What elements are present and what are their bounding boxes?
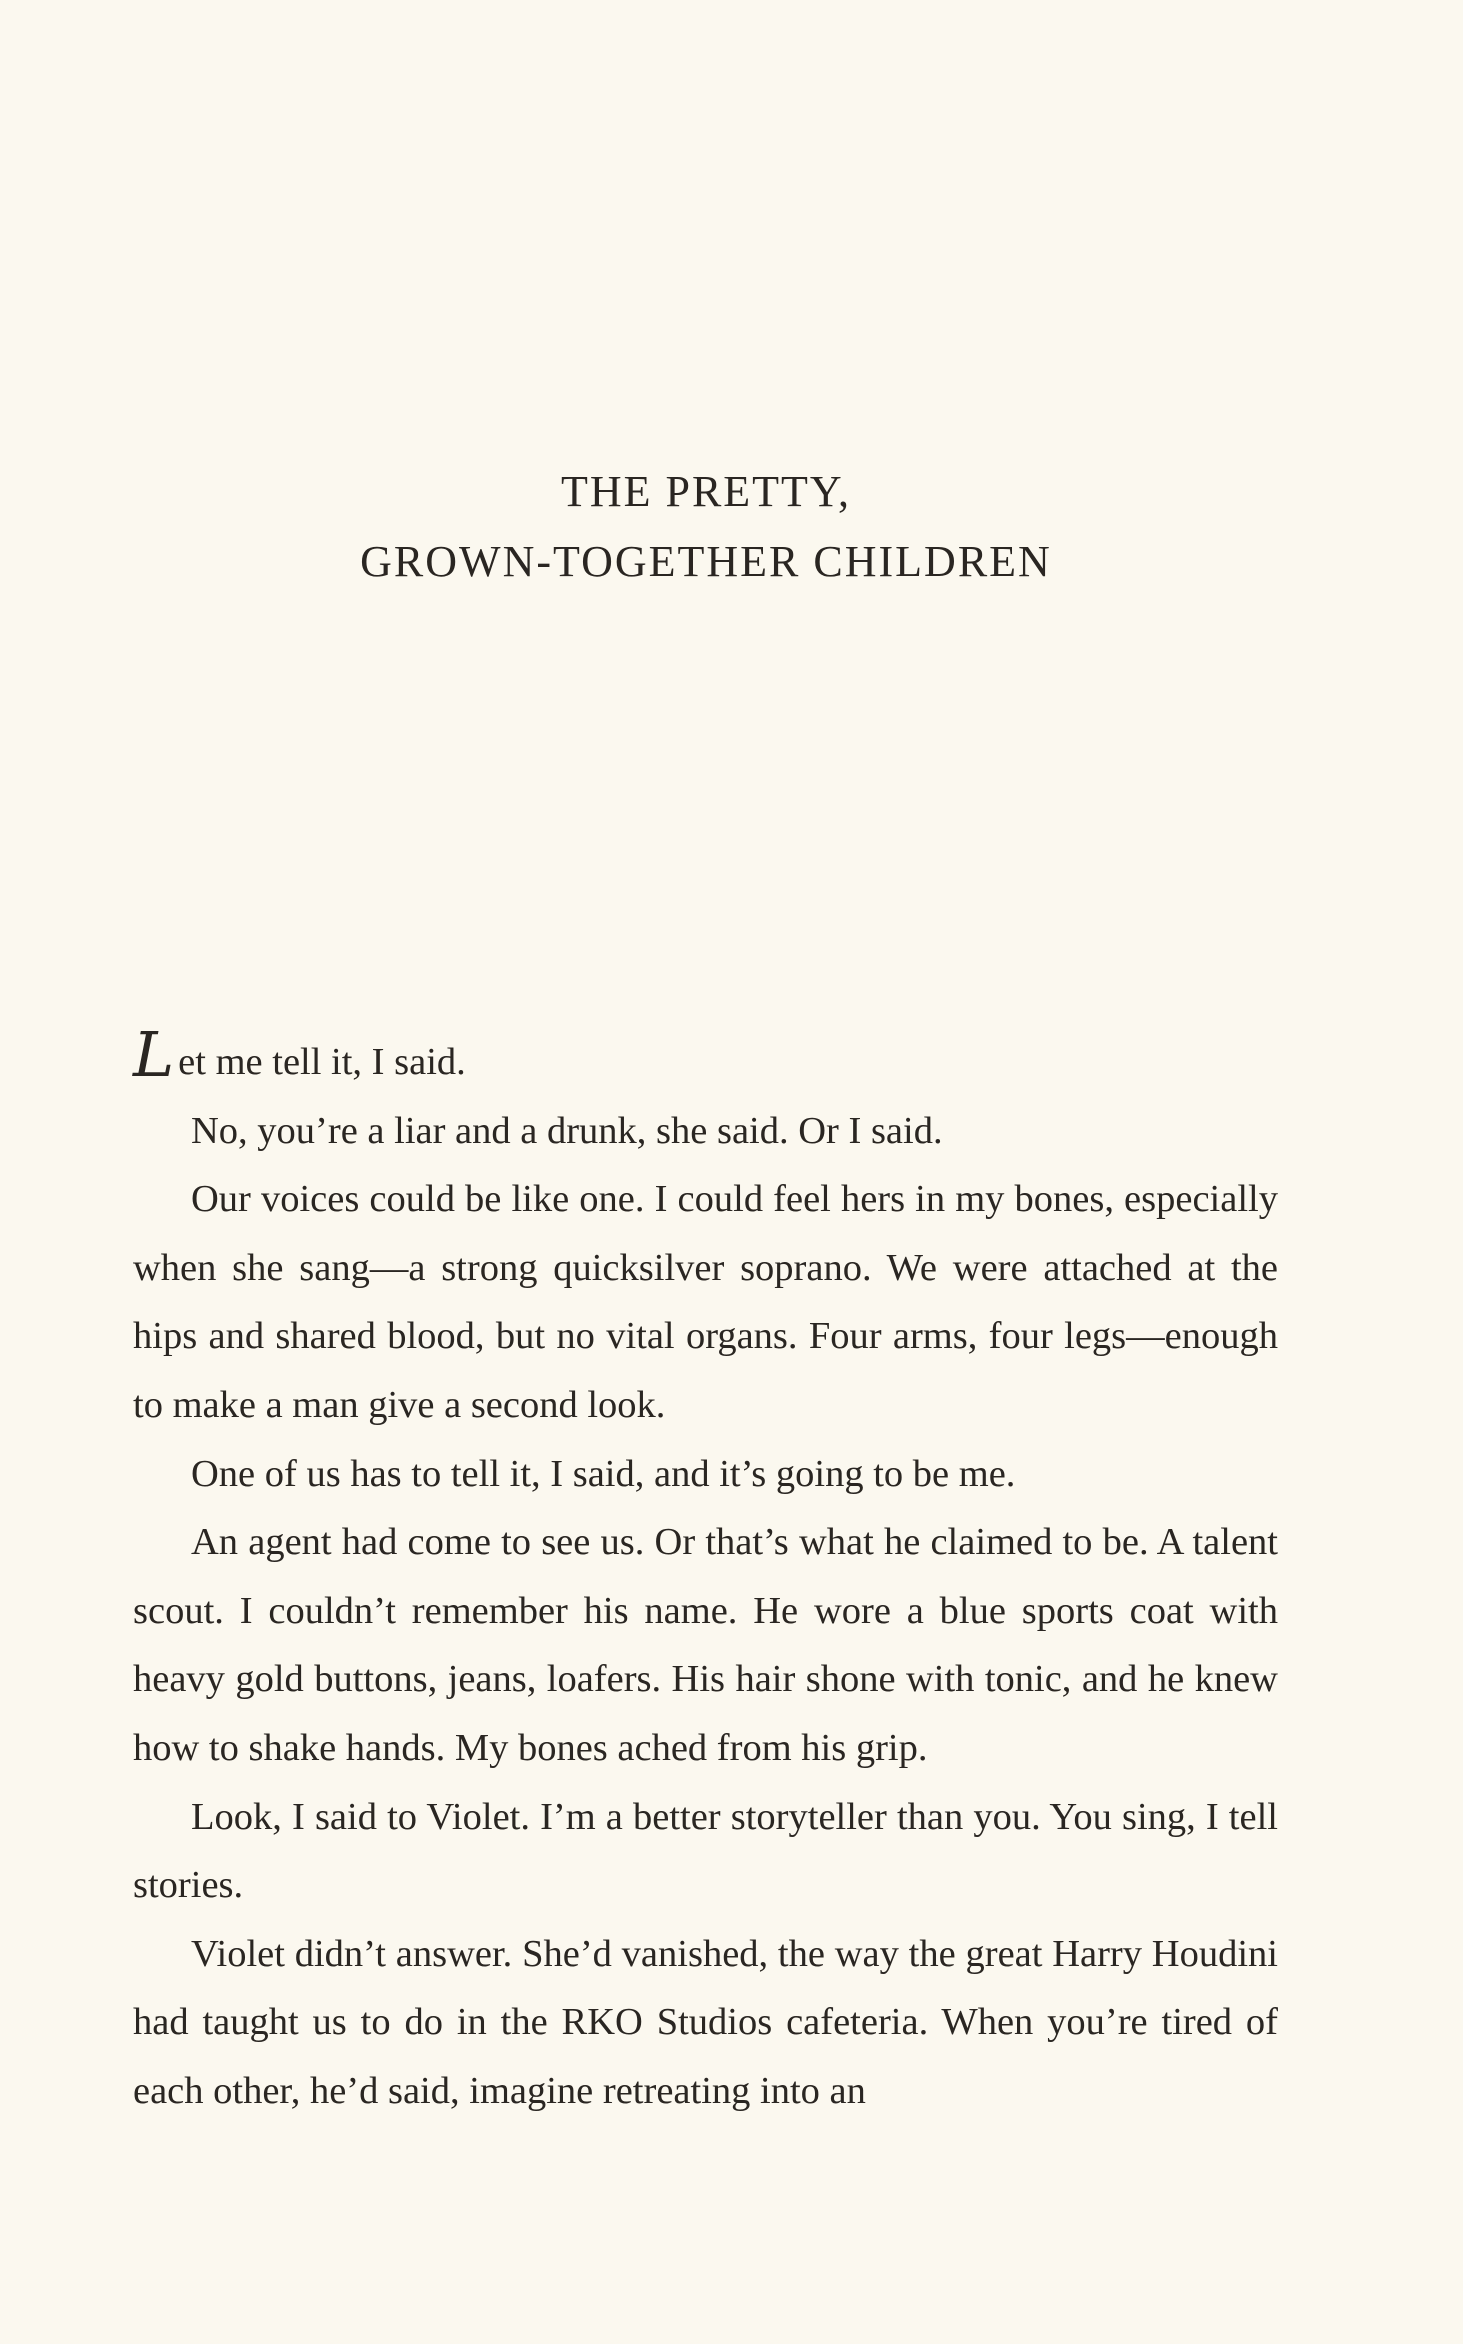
opening-paragraph: Let me tell it, I said. [133,1018,466,1091]
paragraph: Violet didn’t answer. She’d vanished, the way the great Harry Houdini had taught us to do in the RKO Studios cafeteria. When you’re tired of each other, he’d said, imagine retreating into an [133,1932,1278,2112]
paragraph: Our voices could be like one. I could feel hers in my bones, especially when she sang—a strong quicksilver soprano. We were attached at the hips and shared blood, but no vital organs. Four arms, four legs—enough to make a man give a second look. [133,1178,1278,1426]
opening-paragraph-text: et me tell it, I said. [178,1041,466,1083]
paragraph: No, you’re a liar and a drunk, she said. Or I said. [191,1109,943,1152]
chapter-title-line-1: THE PRETTY, [560,467,852,516]
paragraph: An agent had come to see us. Or that’s what he claimed to be. A talent scout. I couldn’t remember his name. He wore a blue sports coat with heavy gold buttons, jeans, loafers. His hair shone with tonic, and he knew how to shake hands. My bones ached from his grip. [133,1521,1278,1769]
paragraph: One of us has to tell it, I said, and it’s going to be me. [191,1452,1016,1495]
chapter-title-line-2: GROWN-TOGETHER CHILDREN [360,537,1052,586]
paragraph: Look, I said to Violet. I’m a better storyteller than you. You sing, I tell stories. [133,1795,1278,1907]
chapter-body [133,1018,1278,2126]
